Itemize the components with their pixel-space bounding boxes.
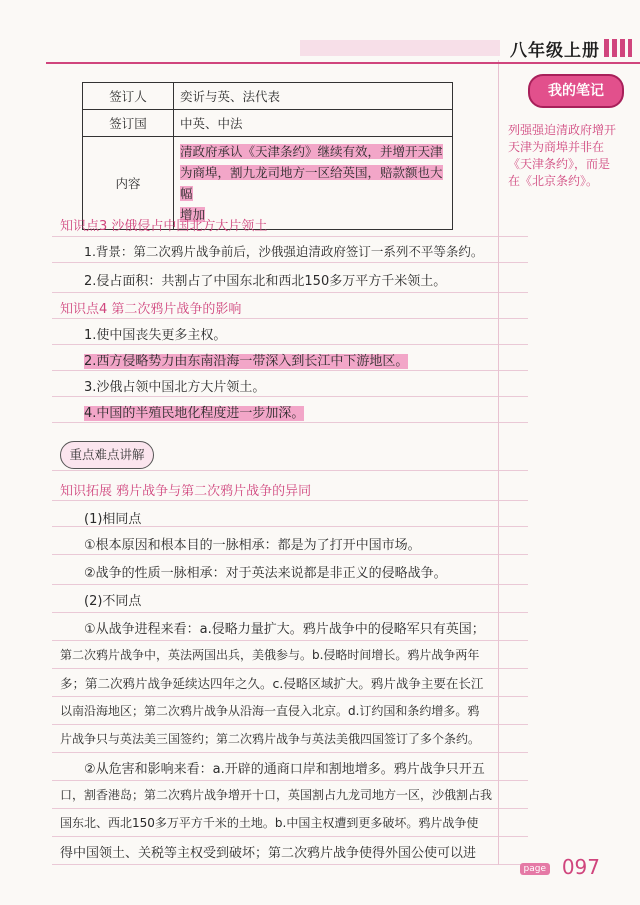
diff-line: ①从战争进程来看：a.侵略力量扩大。鸦片战争中的侵略军只有英国； [84, 622, 485, 637]
diff-line: ②从危害和影响来看：a.开辟的通商口岸和割地增多。鸦片战争只开五 [84, 762, 485, 777]
notes-badge: 我的笔记 [528, 74, 624, 108]
page-tag: page [520, 863, 550, 875]
point3-title: 知识点3 沙俄侵占中国北方大片领土 [60, 219, 268, 234]
diff-label: (2)不同点 [84, 594, 142, 609]
diff-line: 口，割香港岛；第二次鸦片战争增开十口，英国割占九龙司地方一区，沙俄割占我 [60, 788, 493, 802]
diff-line: 多；第二次鸦片战争延续达四年之久。c.侵略区域扩大。鸦片战争主要在长江 [60, 676, 484, 691]
side-note: 列强强迫清政府增开天津为商埠并非在《天津条约》，而是在《北京条约》。 [508, 123, 617, 188]
decorative-bars [604, 39, 632, 57]
content-line: 为商埠，割九龙司地方一区给英国，赔款额也大幅 [180, 165, 443, 201]
extension-title: 知识拓展 鸦片战争与第二次鸦片战争的异同 [60, 484, 312, 499]
table-row [83, 83, 453, 110]
page-number: 097 [561, 855, 600, 879]
same-item: ②战争的性质一脉相承：对于英法来说都是非正义的侵略战争。 [84, 566, 447, 581]
margin-line [498, 60, 499, 865]
point3-item: 2.侵占面积：共割占了中国东北和西北150多万平方千米领土。 [84, 274, 447, 289]
point3-item: 1.背景：第二次鸦片战争前后，沙俄强迫清政府签订一系列不平等条约。 [84, 244, 484, 259]
point4-item: 2.西方侵略势力由东南沿海一带深入到长江中下游地区。 [84, 354, 409, 369]
table-row [83, 110, 453, 137]
table-key: 签订人 [83, 83, 174, 110]
point4-item: 1.使中国丧失更多主权。 [84, 328, 227, 343]
table-key: 签订国 [83, 110, 174, 137]
table-value: 中英、中法 [174, 110, 453, 137]
point4-item: 3.沙俄占领中国北方大片领土。 [84, 380, 266, 395]
same-label: (1)相同点 [84, 512, 142, 527]
diff-line: 片战争只与英法美三国签约；第二次鸦片战争与英法美俄四国签订了多个条约。 [60, 732, 481, 746]
diff-line: 得中国领土、关税等主权受到破坏；第二次鸦片战争使得外国公使可以进 [60, 846, 477, 861]
point4-title: 知识点4 第二次鸦片战争的影响 [60, 302, 242, 317]
content-line: 清政府承认《天津条约》继续有效，并增开天津 [180, 144, 443, 159]
content-line: 增加 [180, 207, 206, 222]
table-value: 奕䜣与英、法代表 [174, 83, 453, 110]
diff-line: 以南沿海地区；第二次鸦片战争从沿海一直侵入北京。d.订约国和条约增多。鸦 [60, 704, 480, 718]
same-item: ①根本原因和根本目的一脉相承：都是为了打开中国市场。 [84, 538, 421, 553]
point4-item: 4.中国的半殖民地化程度进一步加深。 [84, 406, 305, 421]
diff-line: 第二次鸦片战争中，英法两国出兵，美俄参与。b.侵略时间增长。鸦片战争两年 [60, 648, 480, 662]
key-points-tag: 重点难点讲解 [60, 441, 154, 469]
treaty-table [82, 82, 453, 230]
grade-title: 八年级上册 [510, 41, 600, 61]
table-key: 内容 [83, 137, 174, 230]
diff-line: 国东北、西北150多万平方千米的土地。b.中国主权遭到更多破坏。鸦片战争使 [60, 816, 479, 830]
header-band [300, 40, 500, 56]
header-rule [46, 62, 640, 64]
